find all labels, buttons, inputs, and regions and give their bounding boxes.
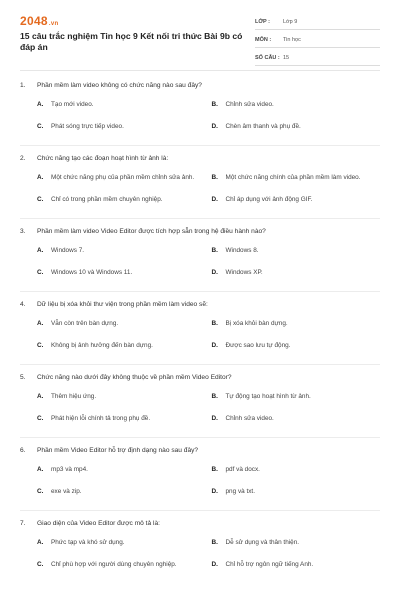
option-text: Chỉ phù hợp với người dùng chuyên nghiệp. (51, 560, 177, 568)
option-text: Không bị ảnh hưởng đến bàn dựng. (51, 341, 153, 349)
option-text: png và txt. (225, 487, 255, 495)
answer-options (20, 318, 380, 362)
option-letter: D. (211, 414, 218, 422)
question-text-row (20, 519, 380, 528)
option-text: mp3 và mp4. (51, 465, 88, 473)
answer-option[interactable] (37, 486, 206, 498)
option-letter: A. (37, 319, 44, 327)
question-text-row (20, 81, 380, 90)
question-number: 5. (20, 374, 26, 381)
answer-option[interactable] (37, 537, 206, 549)
question-text-row (20, 446, 380, 455)
option-letter: C. (37, 268, 44, 276)
option-text: Dễ sử dụng và thân thiện. (225, 538, 300, 546)
question-number: 2. (20, 155, 26, 162)
question-number: 3. (20, 228, 26, 235)
option-letter: D. (211, 195, 218, 203)
question-text: Chức năng tạo các đoạn hoạt hình từ ảnh là: (37, 155, 169, 162)
page-header (20, 14, 380, 66)
option-text: Windows 10 và Windows 11. (51, 268, 133, 276)
answer-options (20, 464, 380, 508)
option-letter: C. (37, 560, 44, 568)
answer-option[interactable] (37, 464, 206, 476)
answer-option[interactable] (212, 464, 381, 476)
question-text: Giao diện của Video Editor được mô tả là: (37, 520, 160, 527)
option-text: Windows XP. (225, 268, 263, 276)
logo-main: 2048 (20, 14, 48, 28)
option-text: Windows 7. (51, 246, 85, 254)
option-letter: B. (211, 392, 218, 400)
option-letter: C. (37, 414, 44, 422)
option-text: Bị xóa khỏi bàn dựng. (225, 319, 288, 327)
option-text: Chèn âm thanh và phụ đề. (225, 122, 301, 130)
option-text: Tự động tạo hoạt hình từ ảnh. (225, 392, 311, 400)
option-text: Một chức năng chính của phần mềm làm video. (225, 173, 361, 181)
answer-option[interactable] (212, 172, 381, 184)
option-text: Một chức năng phụ của phần mềm chỉnh sửa ảnh. (51, 173, 195, 181)
meta-key: LỚP : (255, 18, 270, 25)
answer-option[interactable] (37, 413, 206, 425)
answer-option[interactable] (212, 391, 381, 403)
question-number: 1. (20, 82, 26, 89)
answer-option[interactable] (212, 318, 381, 330)
page-title: 15 câu trắc nghiệm Tin học 9 Kết nối tri thức Bài 9b có đáp án (20, 31, 243, 52)
question-list (20, 81, 380, 581)
question-number: 7. (20, 520, 26, 527)
meta-value: 15 (283, 54, 290, 61)
question-item (20, 81, 380, 146)
answer-option[interactable] (37, 340, 206, 352)
answer-option[interactable] (212, 267, 381, 279)
question-divider (20, 437, 380, 438)
option-text: Được sao lưu tự động. (225, 341, 291, 349)
meta-row-count (255, 50, 380, 66)
option-letter: D. (211, 341, 218, 349)
answer-option[interactable] (37, 391, 206, 403)
question-text: Chức năng nào dưới đây không thuộc về phần mềm Video Editor? (37, 374, 232, 381)
meta-info (255, 14, 380, 68)
answer-options (20, 99, 380, 143)
question-item (20, 154, 380, 219)
answer-option[interactable] (37, 245, 206, 257)
answer-option[interactable] (37, 318, 206, 330)
option-letter: B. (211, 465, 218, 473)
meta-row-subject (255, 32, 380, 48)
option-letter: A. (37, 465, 44, 473)
question-text-row (20, 300, 380, 309)
option-text: pdf và docx. (225, 465, 260, 473)
header-divider (20, 70, 380, 71)
option-text: Phát sóng trực tiếp video. (51, 122, 124, 130)
answer-option[interactable] (212, 340, 381, 352)
answer-option[interactable] (212, 194, 381, 206)
answer-option[interactable] (37, 194, 206, 206)
meta-key: MÔN : (255, 36, 272, 43)
answer-option[interactable] (212, 559, 381, 571)
site-logo[interactable] (20, 14, 58, 28)
question-number: 4. (20, 301, 26, 308)
answer-option[interactable] (212, 99, 381, 111)
option-text: Chỉ áp dụng với ảnh động GIF. (225, 195, 313, 203)
answer-option[interactable] (37, 121, 206, 133)
question-text-row (20, 227, 380, 236)
option-letter: D. (211, 487, 218, 495)
question-text-row (20, 373, 380, 382)
option-letter: C. (37, 341, 44, 349)
option-letter: C. (37, 487, 44, 495)
option-letter: B. (211, 538, 218, 546)
answer-option[interactable] (212, 413, 381, 425)
option-text: Windows 8. (225, 246, 259, 254)
option-letter: B. (211, 173, 218, 181)
answer-option[interactable] (212, 537, 381, 549)
question-divider (20, 145, 380, 146)
question-divider (20, 218, 380, 219)
question-number: 6. (20, 447, 26, 454)
question-text: Phần mềm Video Editor hỗ trợ định dạng nào sau đây? (37, 447, 199, 454)
answer-option[interactable] (212, 486, 381, 498)
question-divider (20, 364, 380, 365)
meta-key: SỐ CÂU : (255, 54, 280, 61)
option-letter: C. (37, 122, 44, 130)
option-letter: B. (211, 246, 218, 254)
option-letter: A. (37, 100, 44, 108)
meta-value: Tin học (283, 36, 301, 43)
option-letter: D. (211, 560, 218, 568)
answer-options (20, 537, 380, 581)
answer-options (20, 391, 380, 435)
meta-value: Lớp 9 (283, 18, 298, 25)
option-text: Chỉnh sửa video. (225, 100, 274, 108)
option-letter: B. (211, 100, 218, 108)
answer-options (20, 245, 380, 289)
option-text: exe và zip. (51, 487, 82, 495)
option-text: Chỉ hỗ trợ ngôn ngữ tiếng Anh. (225, 560, 314, 568)
question-item (20, 519, 380, 581)
question-divider (20, 291, 380, 292)
option-letter: B. (211, 319, 218, 327)
option-text: Chỉnh sửa video. (225, 414, 274, 422)
answer-option[interactable] (37, 172, 206, 184)
answer-option[interactable] (37, 99, 206, 111)
option-text: Thêm hiệu ứng. (51, 392, 97, 400)
answer-option[interactable] (212, 121, 381, 133)
question-text-row (20, 154, 380, 163)
option-text: Vẫn còn trên bàn dựng. (51, 319, 119, 327)
option-letter: D. (211, 268, 218, 276)
meta-row-class (255, 14, 380, 30)
question-item (20, 300, 380, 365)
option-letter: A. (37, 392, 44, 400)
logo-tld: .vn (48, 21, 59, 27)
answer-options (20, 172, 380, 216)
option-text: Chỉ có trong phần mềm chuyên nghiệp. (51, 195, 163, 203)
option-text: Phát hiện lỗi chính tả trong phụ đề. (51, 414, 151, 422)
option-letter: A. (37, 246, 44, 254)
question-text: Dữ liệu bị xóa khỏi thư viện trong phần mềm làm video sẽ: (37, 301, 208, 308)
question-item (20, 373, 380, 438)
answer-option[interactable] (37, 559, 206, 571)
answer-option[interactable] (37, 267, 206, 279)
question-divider (20, 510, 380, 511)
option-letter: A. (37, 173, 44, 181)
question-text: Phần mềm làm video không có chức năng nào sau đây? (37, 82, 202, 89)
question-item (20, 446, 380, 511)
option-letter: C. (37, 195, 44, 203)
option-text: Tạo mới video. (51, 100, 94, 108)
question-text: Phần mềm làm video Video Editor được tích hợp sẵn trong hệ điều hành nào? (37, 228, 266, 235)
answer-option[interactable] (212, 245, 381, 257)
option-text: Phức tạp và khó sử dụng. (51, 538, 125, 546)
question-item (20, 227, 380, 292)
option-letter: D. (211, 122, 218, 130)
option-letter: A. (37, 538, 44, 546)
